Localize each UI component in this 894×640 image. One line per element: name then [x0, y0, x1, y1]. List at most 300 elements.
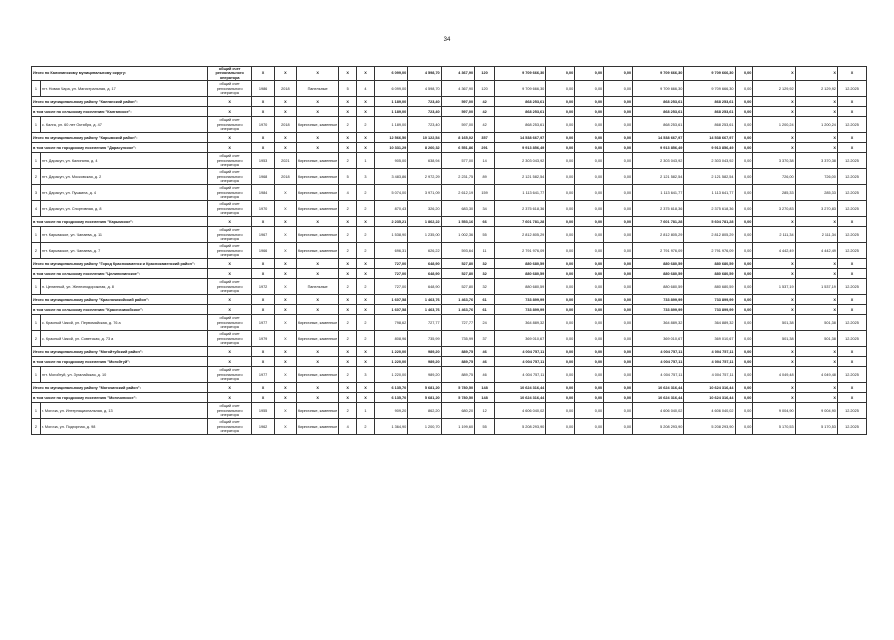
- table-cell: Х: [274, 243, 296, 259]
- table-cell: 1 235,00: [408, 227, 441, 243]
- table-cell: Х: [795, 97, 837, 107]
- table-cell: 12.2025: [837, 419, 866, 435]
- table-cell: Х: [795, 383, 837, 393]
- table-cell: 3 370,38: [753, 153, 795, 169]
- table-cell: 1 607,58: [374, 295, 407, 305]
- table-cell: Х: [357, 217, 375, 227]
- table-cell: 501,38: [753, 315, 795, 331]
- table-cell: 0,00: [604, 259, 633, 269]
- table-cell: 1 200,24: [795, 117, 837, 133]
- table-cell: 14: [475, 153, 495, 169]
- table-cell: 626,22: [408, 243, 441, 259]
- table-cell: 0,00: [546, 169, 575, 185]
- table-cell: 1953: [252, 153, 274, 169]
- table-cell: 10 624 316,44: [633, 393, 684, 403]
- table-cell: 723,40: [408, 117, 441, 133]
- table-cell: Кирпичные, каменные: [296, 185, 338, 201]
- table-cell: Х: [753, 357, 795, 367]
- table-cell: 726,00: [795, 169, 837, 185]
- table-cell: 0,00: [546, 305, 575, 315]
- table-cell: общий счет регионального оператора: [207, 331, 252, 347]
- table-cell: 10 624 316,44: [495, 383, 546, 393]
- table-cell: 37: [475, 331, 495, 347]
- table-cell: 723,40: [408, 107, 441, 117]
- table-cell: Х: [357, 107, 375, 117]
- table-cell: 10 624 316,44: [684, 393, 735, 403]
- table-cell: 0,00: [604, 169, 633, 185]
- table-cell: 0,00: [735, 347, 753, 357]
- table-cell: 0,00: [546, 419, 575, 435]
- table-cell: 1 607,58: [374, 305, 407, 315]
- table-row: [32, 185, 867, 201]
- table-cell: 2 375 618,36: [495, 201, 546, 217]
- table-cell: 0,00: [575, 295, 604, 305]
- table-cell: 0,00: [735, 331, 753, 347]
- table-cell: 0,00: [575, 393, 604, 403]
- table-cell: 12.2025: [837, 243, 866, 259]
- table-cell: 909,20: [374, 403, 407, 419]
- table-cell: 2018: [274, 81, 296, 97]
- table-cell: 0,00: [546, 117, 575, 133]
- table-cell: 5 170,53: [753, 419, 795, 435]
- table-row: [32, 315, 867, 331]
- table-cell: 0,00: [546, 243, 575, 259]
- table-cell: общий счет регионального оператора: [207, 227, 252, 243]
- table-cell: 4 004 757,11: [495, 347, 546, 357]
- table-cell: 0,00: [546, 81, 575, 97]
- table-cell: 1 113 641,77: [684, 185, 735, 201]
- table-subtotal-row: [32, 217, 867, 227]
- table-cell: 148: [475, 393, 495, 403]
- table-cell: 0,00: [604, 201, 633, 217]
- table-cell: 0,00: [546, 295, 575, 305]
- table-cell: 989,20: [408, 367, 441, 383]
- table-cell: Х: [837, 383, 866, 393]
- row-label: Итого по муниципальному району "Красночикойский район":: [32, 295, 208, 305]
- table-cell: 1 364,90: [374, 419, 407, 435]
- table-cell: 989,20: [408, 357, 441, 367]
- table-cell: 0,00: [575, 107, 604, 117]
- table-cell: 1977: [252, 367, 274, 383]
- table-cell: 66: [475, 217, 495, 227]
- table-cell: Х: [207, 305, 252, 315]
- table-cell: 868 253,61: [684, 97, 735, 107]
- table-cell: 1 200,70: [408, 419, 441, 435]
- table-cell: 5 208 293,90: [684, 419, 735, 435]
- table-cell: 4 004 757,11: [633, 367, 684, 383]
- address-cell: с. Красный Чикой, ул. Первомайская, д. 76 а: [40, 315, 207, 331]
- table-cell: Х: [339, 393, 357, 403]
- table-cell: Х: [274, 279, 296, 295]
- table-cell: 0,00: [575, 315, 604, 331]
- table-cell: Х: [207, 295, 252, 305]
- table-cell: Х: [274, 305, 296, 315]
- table-cell: 4 606 040,02: [495, 403, 546, 419]
- table-cell: Кирпичные, каменные: [296, 117, 338, 133]
- table-subtotal-row: [32, 295, 867, 305]
- table-cell: 0,00: [735, 117, 753, 133]
- table-cell: Х: [339, 305, 357, 315]
- table-cell: 0,00: [604, 243, 633, 259]
- address-cell: пгт. Новая Чара, ул. Магистральная, д. 17: [40, 81, 207, 97]
- table-cell: Х: [339, 269, 357, 279]
- table-cell: 726,00: [753, 169, 795, 185]
- table-cell: 6 099,00: [374, 81, 407, 97]
- table-cell: Х: [339, 143, 357, 153]
- table-cell: 862,20: [408, 403, 441, 419]
- address-cell: с. Красный Чикой, ул. Советская, д. 73 а: [40, 331, 207, 347]
- table-cell: 1962: [252, 419, 274, 435]
- table-cell: 3 270,83: [795, 201, 837, 217]
- row-number: 2: [32, 331, 41, 347]
- table-cell: общий счет регионального оператора: [207, 201, 252, 217]
- table-cell: 5 208 293,90: [495, 419, 546, 435]
- table-cell: Х: [753, 259, 795, 269]
- table-cell: 880 680,59: [495, 269, 546, 279]
- table-cell: 9 913 856,49: [495, 143, 546, 153]
- table-cell: Х: [274, 67, 296, 81]
- table-cell: Х: [274, 107, 296, 117]
- table-cell: 870,43: [374, 201, 407, 217]
- table-cell: Х: [837, 295, 866, 305]
- table-subtotal-row: [32, 393, 867, 403]
- address-cell: пгт. Карымское, ул. Чапаева, д. 11: [40, 227, 207, 243]
- table-cell: 0,00: [546, 185, 575, 201]
- table-cell: 4 049,48: [795, 367, 837, 383]
- table-cell: Х: [252, 133, 274, 143]
- table-cell: 5: [339, 81, 357, 97]
- table-cell: 2: [339, 279, 357, 295]
- table-cell: 8 260,32: [408, 143, 441, 153]
- table-cell: 46: [475, 357, 495, 367]
- table-cell: 1 220,00: [374, 347, 407, 357]
- table-cell: 597,00: [441, 107, 474, 117]
- row-number: 1: [32, 279, 41, 295]
- table-cell: 2: [357, 201, 375, 217]
- table-subtotal-row: [32, 143, 867, 153]
- table-cell: Х: [252, 393, 274, 403]
- table-cell: 6 135,70: [374, 393, 407, 403]
- table-cell: 4 004 757,11: [684, 347, 735, 357]
- table-cell: 0,00: [604, 67, 633, 81]
- table-cell: 1986: [252, 81, 274, 97]
- table-cell: 120: [475, 67, 495, 81]
- table-cell: Х: [357, 97, 375, 107]
- table-cell: Х: [274, 97, 296, 107]
- table-cell: 2 121 582,54: [684, 169, 735, 185]
- table-cell: 4 004 757,11: [495, 367, 546, 383]
- table-cell: Х: [207, 383, 252, 393]
- table-cell: Х: [207, 259, 252, 269]
- table-cell: 369 010,67: [495, 331, 546, 347]
- table-cell: Х: [252, 383, 274, 393]
- table-cell: Х: [837, 133, 866, 143]
- table-cell: 4 004 757,11: [633, 347, 684, 357]
- table-cell: 1970: [252, 117, 274, 133]
- table-cell: 55: [475, 227, 495, 243]
- table-cell: 0,00: [604, 315, 633, 331]
- table-cell: 1 220,00: [374, 367, 407, 383]
- table-cell: Х: [274, 357, 296, 367]
- table-cell: Х: [837, 107, 866, 117]
- table-cell: 2 812 805,29: [684, 227, 735, 243]
- table-cell: Х: [795, 357, 837, 367]
- table-cell: Х: [207, 347, 252, 357]
- table-cell: Х: [252, 269, 274, 279]
- table-cell: 9 709 666,30: [633, 67, 684, 81]
- table-cell: 364 889,32: [684, 315, 735, 331]
- table-cell: 0,00: [575, 279, 604, 295]
- table-cell: 0,00: [575, 217, 604, 227]
- table-cell: 0,00: [546, 357, 575, 367]
- row-label: в том числе по городскому поселению "Могочинское":: [32, 393, 208, 403]
- row-number: 2: [32, 419, 41, 435]
- table-cell: Х: [296, 259, 338, 269]
- table-cell: 1 200,24: [753, 117, 795, 133]
- table-cell: 733 899,99: [495, 305, 546, 315]
- table-cell: Х: [296, 269, 338, 279]
- table-cell: 5 208 293,90: [633, 419, 684, 435]
- table-cell: 733 899,99: [633, 295, 684, 305]
- table-cell: 3 270,83: [753, 201, 795, 217]
- table-row: [32, 153, 867, 169]
- table-cell: Х: [274, 347, 296, 357]
- table-subtotal-row: [32, 347, 867, 357]
- table-cell: Х: [837, 347, 866, 357]
- table-cell: 0,00: [604, 393, 633, 403]
- table-cell: 0,00: [575, 357, 604, 367]
- table-cell: Х: [795, 259, 837, 269]
- table-cell: 6 135,70: [374, 383, 407, 393]
- table-cell: 868 253,61: [633, 117, 684, 133]
- table-cell: 0,00: [546, 393, 575, 403]
- table-cell: Х: [795, 295, 837, 305]
- table-cell: 0,00: [546, 347, 575, 357]
- table-cell: Х: [207, 357, 252, 367]
- table-cell: 577,00: [441, 153, 474, 169]
- table-cell: 1979: [252, 331, 274, 347]
- table-cell: 2 791 976,09: [684, 243, 735, 259]
- table-cell: 0,00: [575, 67, 604, 81]
- row-number: 1: [32, 153, 41, 169]
- table-cell: 1 002,36: [441, 227, 474, 243]
- table-cell: 0,00: [546, 217, 575, 227]
- table-cell: Х: [357, 143, 375, 153]
- table-cell: 357: [475, 133, 495, 143]
- address-cell: пгт. Дарасун, ул. Спортивная, д. 8: [40, 201, 207, 217]
- table-cell: Х: [207, 217, 252, 227]
- table-cell: Х: [339, 357, 357, 367]
- table-cell: Х: [753, 67, 795, 81]
- table-cell: 0,00: [735, 269, 753, 279]
- table-cell: Кирпичные, каменные: [296, 201, 338, 217]
- table-cell: Х: [837, 305, 866, 315]
- table-cell: 0,00: [735, 169, 753, 185]
- table-cell: общий счет регионального оператора: [207, 279, 252, 295]
- row-number: 1: [32, 403, 41, 419]
- row-number: 1: [32, 367, 41, 383]
- table-row: [32, 331, 867, 347]
- table-cell: 10 331,29: [374, 143, 407, 153]
- table-cell: 727,77: [408, 315, 441, 331]
- table-cell: 0,00: [604, 117, 633, 133]
- table-cell: 2 375 618,36: [633, 201, 684, 217]
- table-cell: 0,00: [546, 133, 575, 143]
- table-cell: 5 604 781,28: [684, 217, 735, 227]
- table-cell: 12 566,50: [374, 133, 407, 143]
- table-cell: 32: [475, 279, 495, 295]
- table-cell: 2: [357, 315, 375, 331]
- table-cell: 12.2025: [837, 117, 866, 133]
- table-cell: Х: [357, 305, 375, 315]
- table-cell: 14 538 667,97: [684, 133, 735, 143]
- table-cell: 4 606 040,02: [633, 403, 684, 419]
- table-cell: 1 537,19: [795, 279, 837, 295]
- table-cell: 2018: [274, 117, 296, 133]
- table-cell: Панельные: [296, 279, 338, 295]
- table-cell: Х: [207, 107, 252, 117]
- table-cell: Х: [274, 295, 296, 305]
- table-cell: 42: [475, 117, 495, 133]
- table-cell: 0,00: [735, 259, 753, 269]
- table-cell: 4 004 757,11: [684, 357, 735, 367]
- table-cell: 9 709 666,30: [684, 81, 735, 97]
- table-cell: Х: [357, 259, 375, 269]
- table-cell: 0,00: [604, 143, 633, 153]
- table-cell: 2 231,75: [441, 169, 474, 185]
- table-cell: 4: [357, 81, 375, 97]
- table-cell: 42: [475, 107, 495, 117]
- table-cell: 680,20: [441, 403, 474, 419]
- table-cell: 0,00: [546, 97, 575, 107]
- table-cell: 733 899,99: [633, 305, 684, 315]
- table-cell: Х: [753, 269, 795, 279]
- table-cell: Х: [795, 393, 837, 403]
- row-label: Итого по муниципальному району "Могойтуйский район":: [32, 347, 208, 357]
- table-cell: 4: [339, 185, 357, 201]
- table-cell: 1 463,76: [408, 305, 441, 315]
- table-cell: 2: [357, 185, 375, 201]
- table-cell: 0,00: [546, 269, 575, 279]
- table-cell: 0,00: [604, 383, 633, 393]
- table-cell: 1 220,00: [374, 357, 407, 367]
- table-cell: 4 598,70: [408, 67, 441, 81]
- table-cell: 2: [339, 201, 357, 217]
- table-cell: 0,00: [604, 367, 633, 383]
- table-cell: Х: [339, 97, 357, 107]
- table-cell: 0,00: [604, 269, 633, 279]
- table-cell: Х: [339, 259, 357, 269]
- table-cell: Х: [753, 97, 795, 107]
- table-cell: Х: [274, 201, 296, 217]
- table-cell: 2 129,92: [795, 81, 837, 97]
- table-cell: 889,75: [441, 347, 474, 357]
- table-cell: Х: [837, 67, 866, 81]
- table-cell: 3: [357, 367, 375, 383]
- table-cell: 735,99: [441, 331, 474, 347]
- table-cell: 2: [357, 279, 375, 295]
- table-cell: 527,80: [441, 279, 474, 295]
- table-cell: 2: [339, 243, 357, 259]
- table-cell: 326,20: [408, 201, 441, 217]
- table-cell: 2 303 043,92: [684, 153, 735, 169]
- table-cell: 0,00: [575, 227, 604, 243]
- table-subtotal-row: [32, 107, 867, 117]
- table-cell: 5 170,53: [795, 419, 837, 435]
- table-cell: Х: [357, 393, 375, 403]
- table-cell: 2: [357, 227, 375, 243]
- table-cell: 5: [339, 169, 357, 185]
- table-cell: 0,00: [575, 383, 604, 393]
- table-cell: 2018: [274, 169, 296, 185]
- table-cell: 1 862,22: [408, 217, 441, 227]
- address-cell: пгт. Дарасун, ул. Пушкина, д. 4: [40, 185, 207, 201]
- table-cell: 0,00: [735, 357, 753, 367]
- table-cell: 880 680,59: [495, 279, 546, 295]
- table-cell: 0,00: [735, 67, 753, 81]
- table-cell: 2: [339, 331, 357, 347]
- table-cell: 880 680,59: [684, 279, 735, 295]
- table-cell: общий счет регионального оператора: [207, 367, 252, 383]
- table-cell: Х: [296, 295, 338, 305]
- table-cell: 1 463,76: [441, 295, 474, 305]
- table-cell: общий счет регионального оператора: [207, 243, 252, 259]
- table-cell: Х: [339, 217, 357, 227]
- table-cell: 159: [475, 185, 495, 201]
- table-cell: Х: [252, 357, 274, 367]
- table-cell: 1 189,00: [374, 107, 407, 117]
- table-cell: Х: [252, 107, 274, 117]
- table-cell: 0,00: [575, 97, 604, 107]
- table-cell: 889,75: [441, 367, 474, 383]
- row-label: Итого по муниципальному району "Карымский район":: [32, 133, 208, 143]
- table-cell: Х: [795, 143, 837, 153]
- table-row: [32, 169, 867, 185]
- table-cell: 0,00: [575, 201, 604, 217]
- row-number: 1: [32, 81, 41, 97]
- table-cell: 34: [475, 201, 495, 217]
- table-cell: 638,94: [408, 153, 441, 169]
- table-cell: Х: [753, 143, 795, 153]
- table-cell: 880 680,59: [684, 259, 735, 269]
- table-subtotal-row: [32, 259, 867, 269]
- table-cell: 880 680,59: [684, 269, 735, 279]
- table-cell: 3 483,86: [374, 169, 407, 185]
- table-cell: 0,00: [604, 185, 633, 201]
- row-label: Итого по Калининскому муниципальному округу:: [32, 67, 208, 81]
- table-cell: 0,00: [575, 243, 604, 259]
- table-cell: 0,00: [575, 419, 604, 435]
- table-cell: 32: [475, 259, 495, 269]
- table-cell: Х: [339, 107, 357, 117]
- table-cell: 905,00: [374, 153, 407, 169]
- table-cell: Кирпичные, каменные: [296, 153, 338, 169]
- table-cell: 696,31: [374, 243, 407, 259]
- table-cell: 723,40: [408, 97, 441, 107]
- table-cell: Х: [357, 383, 375, 393]
- table-cell: 12.2025: [837, 201, 866, 217]
- table-cell: Х: [296, 383, 338, 393]
- table-cell: 735,99: [408, 331, 441, 347]
- table-cell: Х: [252, 143, 274, 153]
- table-cell: Х: [339, 347, 357, 357]
- table-cell: Х: [296, 67, 338, 81]
- table-cell: Х: [837, 269, 866, 279]
- table-cell: 0,00: [546, 67, 575, 81]
- table-cell: Х: [274, 403, 296, 419]
- table-cell: Х: [296, 217, 338, 227]
- table-cell: 501,38: [753, 331, 795, 347]
